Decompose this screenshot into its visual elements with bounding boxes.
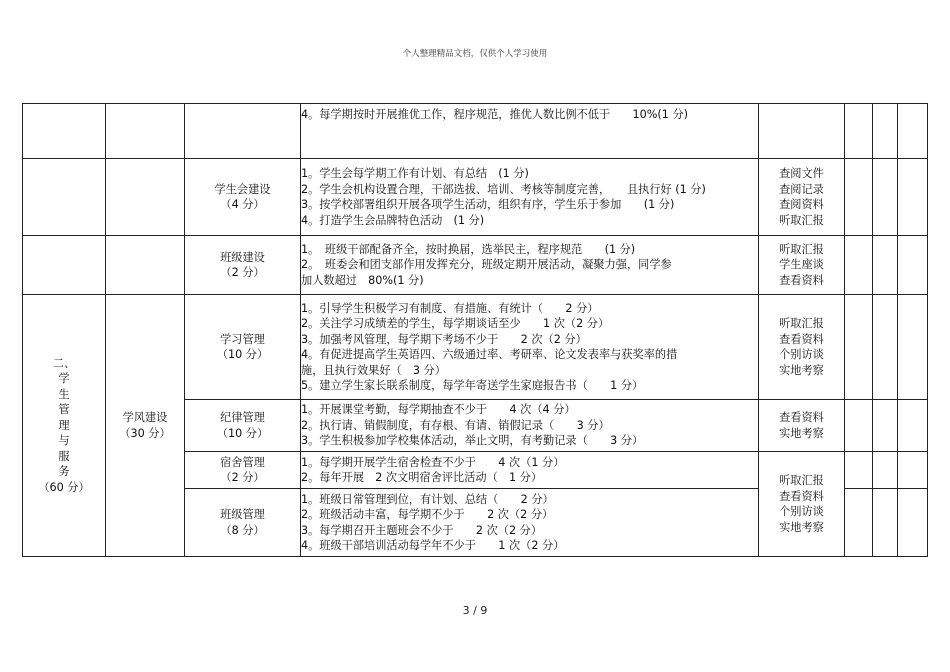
criteria-item: 2。关注学习成绩差的学生，每学期谈话至少 1 次（2 分） xyxy=(301,317,610,330)
method-item: 查看资料 xyxy=(779,332,824,346)
category-char: 理 xyxy=(58,418,70,432)
group-cell-top xyxy=(106,104,185,159)
method-cell xyxy=(759,295,845,400)
criteria-item: 3。按学校部署组织开展各项学生活动，组织有序，学生乐于参加 (1 分) xyxy=(301,198,675,211)
method-cell xyxy=(759,236,845,295)
table-row xyxy=(23,104,928,159)
group-cell xyxy=(106,295,185,557)
score-cell xyxy=(873,295,898,400)
method-item: 查看资料 xyxy=(779,411,824,424)
score-cell xyxy=(845,159,873,236)
score-cell xyxy=(898,236,928,295)
evaluation-table xyxy=(22,103,928,557)
score-cell xyxy=(873,452,898,489)
subcategory-score: （10 分） xyxy=(216,426,269,440)
subcategory-cell xyxy=(185,295,301,400)
criteria-item: 4。有促进提高学生英语四、六级通过率、考研率、论文发表率与获奖率的措 xyxy=(301,348,678,361)
category-char: 务 xyxy=(58,465,70,479)
subcategory-score: （10 分） xyxy=(216,348,269,361)
table-row xyxy=(23,236,928,295)
score-cell xyxy=(845,489,873,557)
method-cell xyxy=(759,400,845,452)
method-item: 实地考察 xyxy=(779,520,824,534)
header-note: 个人整理精品文档，仅供个人学习使用 xyxy=(402,49,548,59)
subcategory-name: 班级管理 xyxy=(220,508,265,521)
subcategory-name: 班级建设 xyxy=(220,250,265,264)
category-cell-top xyxy=(23,236,106,295)
subcategory-cell xyxy=(185,159,301,236)
category-cell-top xyxy=(23,159,106,236)
method-cell xyxy=(759,159,845,236)
criteria-item: 1。班级日常管理到位，有计划、总结（ 2 分） xyxy=(301,492,554,506)
criteria-cell xyxy=(301,489,759,557)
subcategory-cell xyxy=(185,489,301,557)
criteria-cell xyxy=(301,159,759,236)
criteria-item: 4。打造学生会品牌特色活动 (1 分) xyxy=(301,213,485,227)
score-cell xyxy=(873,400,898,452)
subcategory-score: （2 分） xyxy=(220,471,265,484)
method-item: 个别访谈 xyxy=(779,505,824,518)
score-cell xyxy=(845,400,873,452)
criteria-item: 4。每学期按时开展推优工作，程序规范，推优人数比例不低于 10%(1 分) xyxy=(301,108,689,121)
method-item: 查看资料 xyxy=(779,489,824,503)
method-item: 查阅记录 xyxy=(779,182,824,196)
criteria-cell xyxy=(301,236,759,295)
criteria-item: 2。学生会机构设置合理，干部选拔、培训、考核等制度完善， 且执行好 (1 分) xyxy=(301,182,706,196)
group-cell-top xyxy=(106,159,185,236)
category-cell-top xyxy=(23,104,106,159)
score-cell xyxy=(898,295,928,400)
category-number: 二、 xyxy=(52,356,76,370)
group-cell-top xyxy=(106,236,185,295)
method-cell xyxy=(759,452,845,557)
criteria-cell xyxy=(301,452,759,489)
method-item: 听取汇报 xyxy=(779,317,824,330)
group-name: 学风建设 xyxy=(122,411,168,424)
method-item: 实地考察 xyxy=(779,426,824,440)
criteria-item: 1。开展课堂考勤，每学期抽查不少于 4 次（4 分） xyxy=(301,403,576,417)
score-cell xyxy=(873,159,898,236)
score-cell xyxy=(845,104,873,159)
category-char: 管 xyxy=(58,403,70,417)
category-char: 与 xyxy=(58,434,70,448)
subcategory-name: 学习管理 xyxy=(220,332,265,346)
table-row xyxy=(23,159,928,236)
subcategory-score: （2 分） xyxy=(220,266,265,279)
category-char: 服 xyxy=(58,449,70,463)
method-item: 听取汇报 xyxy=(779,213,824,227)
criteria-item: 1。每学期开展学生宿舍检查不少于 4 次（1 分） xyxy=(301,455,565,469)
method-item: 实地考察 xyxy=(779,363,824,377)
subcategory-score: （4 分） xyxy=(220,198,265,211)
score-cell xyxy=(845,236,873,295)
category-char: 学 xyxy=(58,372,70,386)
criteria-item: 5。建立学生家长联系制度，每学年寄送学生家庭报告书（ 1 分） xyxy=(301,379,644,392)
criteria-item: 3。学生积极参加学校集体活动，举止文明，有考勤记录（ 3 分） xyxy=(301,434,644,448)
criteria-item: 2。 班委会和团支部作用发挥充分，班级定期开展活动，凝聚力强，同学参 xyxy=(301,258,672,272)
subcategory-name: 宿舍管理 xyxy=(220,455,265,469)
criteria-item: 施，且执行效果好（ 3 分） xyxy=(301,363,446,377)
score-cell xyxy=(898,489,928,557)
criteria-item: 加人数超过 80%(1 分) xyxy=(301,273,424,287)
category-cell xyxy=(23,295,106,557)
group-score: （30 分） xyxy=(119,426,171,440)
score-cell xyxy=(898,400,928,452)
subcategory-name: 纪律管理 xyxy=(220,411,265,424)
criteria-item: 2。每年开展 2 次文明宿舍评比活动（ 1 分） xyxy=(301,471,543,484)
method-item: 学生座谈 xyxy=(779,258,824,272)
criteria-item: 1。学生会每学期工作有计划、有总结 (1 分) xyxy=(301,167,529,180)
score-cell xyxy=(873,489,898,557)
criteria-item: 3。加强考风管理，每学期下考场不少于 2 次（2 分） xyxy=(301,332,587,346)
table-row xyxy=(23,295,928,400)
subcategory-score: （8 分） xyxy=(220,523,265,537)
score-cell xyxy=(845,452,873,489)
criteria-cell xyxy=(301,104,759,159)
subcategory-cell xyxy=(185,104,301,159)
method-item: 查阅资料 xyxy=(779,198,824,211)
method-cell xyxy=(759,104,845,159)
method-item: 查看资料 xyxy=(779,273,824,287)
score-cell xyxy=(898,452,928,489)
page-number: 3 / 9 xyxy=(462,604,488,617)
criteria-item: 2。执行请、销假制度，有存根、有请、销假记录（ 3 分） xyxy=(301,418,610,432)
criteria-cell xyxy=(301,295,759,400)
subcategory-cell xyxy=(185,452,301,489)
criteria-cell xyxy=(301,400,759,452)
method-item: 个别访谈 xyxy=(779,348,824,361)
category-char: 生 xyxy=(58,387,70,401)
score-cell xyxy=(845,295,873,400)
score-cell xyxy=(898,159,928,236)
subcategory-cell xyxy=(185,400,301,452)
score-cell xyxy=(873,236,898,295)
score-cell xyxy=(873,104,898,159)
category-score: （60 分） xyxy=(38,480,90,494)
criteria-item: 1。 班级干部配备齐全，按时换届，选举民主，程序规范 (1 分) xyxy=(301,242,636,256)
criteria-item: 3。每学期召开主题班会不少于 2 次（2 分） xyxy=(301,523,543,537)
criteria-item: 1。引导学生积极学习有制度、有措施、有统计（ 2 分） xyxy=(301,301,599,315)
criteria-item: 4。班级干部培训活动每学年不少于 1 次（2 分） xyxy=(301,539,565,552)
score-cell xyxy=(898,104,928,159)
subcategory-name: 学生会建设 xyxy=(214,182,271,196)
method-item: 听取汇报 xyxy=(779,474,824,487)
method-item: 查阅文件 xyxy=(779,167,824,180)
method-item: 听取汇报 xyxy=(779,242,824,256)
criteria-item: 2。班级活动丰富，每学期不少于 2 次（2 分） xyxy=(301,508,554,521)
subcategory-cell xyxy=(185,236,301,295)
